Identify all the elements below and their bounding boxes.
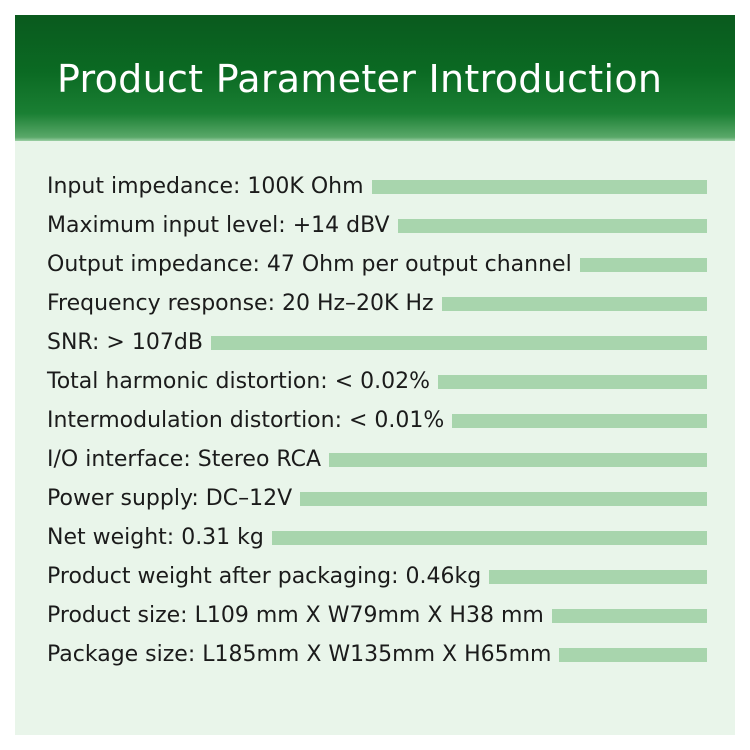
spec-label: Power supply: DC–12V xyxy=(47,485,293,511)
spec-label: Total harmonic distortion: < 0.02% xyxy=(47,368,431,394)
list-item xyxy=(15,440,735,479)
list-item xyxy=(15,557,735,596)
spec-divider-bar xyxy=(580,258,707,272)
card-bottom-spacer xyxy=(15,709,735,735)
spec-label: Package size: L185mm X W135mm X H65mm xyxy=(47,641,552,667)
spec-label: Intermodulation distortion: < 0.01% xyxy=(47,407,445,433)
spec-divider-bar xyxy=(329,453,707,467)
list-item xyxy=(15,596,735,635)
spec-divider-bar xyxy=(272,531,707,545)
list-item xyxy=(15,245,735,284)
spec-divider-bar xyxy=(452,414,707,428)
list-item xyxy=(15,635,735,674)
list-item xyxy=(15,167,735,206)
spec-divider-bar xyxy=(211,336,707,350)
spec-divider-bar xyxy=(559,648,707,662)
list-item xyxy=(15,518,735,557)
spec-card xyxy=(15,15,735,735)
spec-list xyxy=(15,141,735,735)
spec-divider-bar xyxy=(372,180,707,194)
spec-label: Product size: L109 mm X W79mm X H38 mm xyxy=(47,602,544,628)
spec-divider-bar xyxy=(442,297,707,311)
list-item xyxy=(15,206,735,245)
spec-label: Output impedance: 47 Ohm per output channel xyxy=(47,251,572,277)
list-item xyxy=(15,323,735,362)
spec-label: I/O interface: Stereo RCA xyxy=(47,446,322,472)
spec-divider-bar xyxy=(438,375,707,389)
spec-label: Frequency response: 20 Hz–20K Hz xyxy=(47,290,434,316)
list-item xyxy=(15,284,735,323)
list-item xyxy=(15,479,735,518)
spec-label: SNR: > 107dB xyxy=(47,329,203,355)
spec-label: Input impedance: 100K Ohm xyxy=(47,173,364,199)
list-item xyxy=(15,362,735,401)
spec-divider-bar xyxy=(489,570,707,584)
spec-divider-bar xyxy=(552,609,707,623)
spec-divider-bar xyxy=(398,219,707,233)
list-item xyxy=(15,401,735,440)
spec-label: Product weight after packaging: 0.46kg xyxy=(47,563,482,589)
page-title: Product Parameter Introduction xyxy=(57,57,663,101)
spec-label: Maximum input level: +14 dBV xyxy=(47,212,390,238)
spec-label: Net weight: 0.31 kg xyxy=(47,524,264,550)
spec-divider-bar xyxy=(300,492,707,506)
header-banner xyxy=(15,15,735,141)
